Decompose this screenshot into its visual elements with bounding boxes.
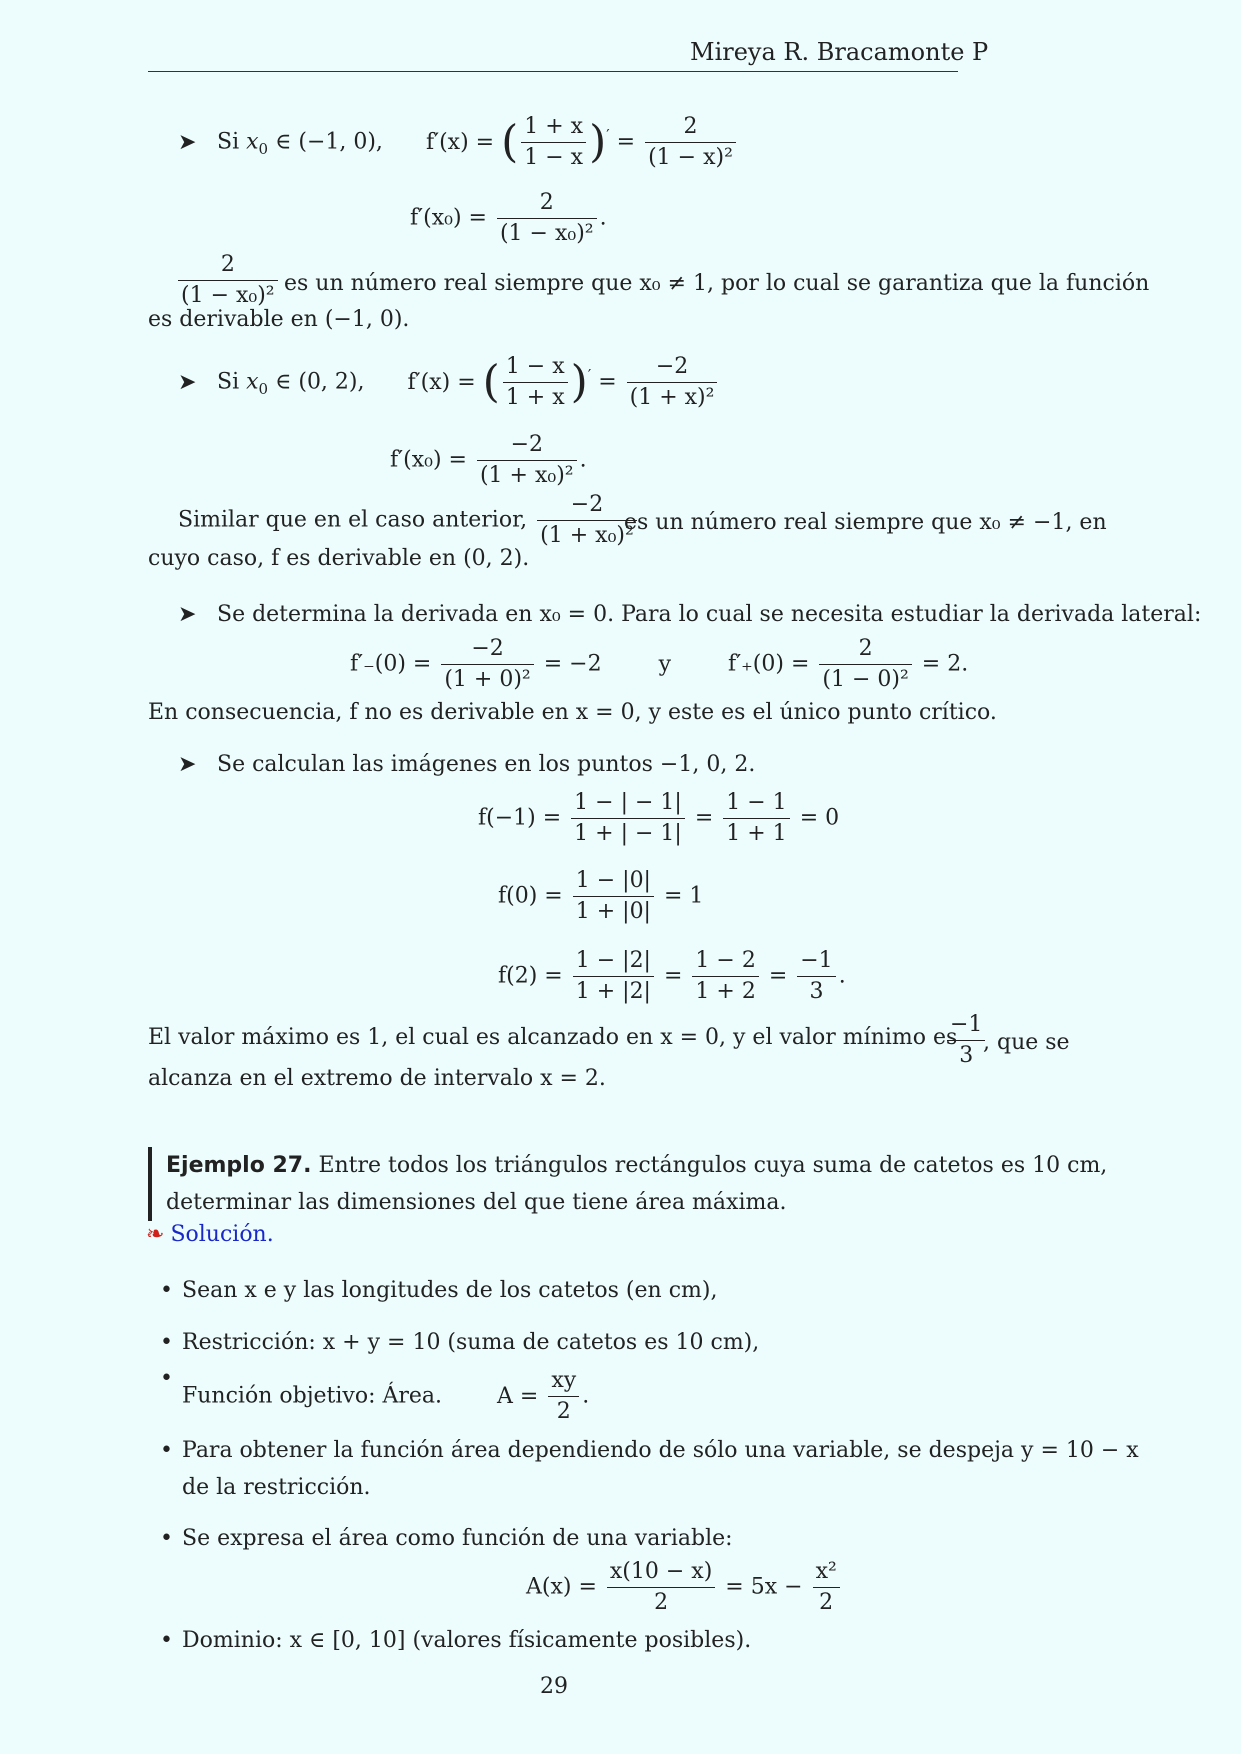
case1-fprime: f′(x) = <box>425 129 495 155</box>
case4-line: ➤ Se calculan las imágenes en los puntos −1, 0, 2. <box>178 752 756 777</box>
case4-row1: f(−1) = $\frac{1 - | - 1|}{1 + | - 1|}$ = $\frac{1 - 1}{1 + 1}$ = 0 <box>478 790 840 846</box>
case2-eval: f′(x₀) = $\frac{-2}{\text{(1 + x₀)²}}$ . <box>390 432 587 488</box>
example-box <box>148 1147 1172 1221</box>
case4-summary-frac: $\frac{-1}{3}$ <box>944 1010 988 1071</box>
header-rule <box>148 71 958 72</box>
case4-row2: f(0) = $\frac{1 - |0|}{1 + |0|}$ = 1 <box>498 868 704 924</box>
area-formula: A(x) = $\frac{x(10 - x)}{2}$ = 5x − $\frac{\text{x²}}{2}$ <box>526 1557 843 1618</box>
list-item: • Dominio: x ∈ [0, 10] (valores físicamente posibles). <box>182 1628 751 1653</box>
case1-cond: ∈ (−1, 0), <box>275 129 383 155</box>
list-item: • Se expresa el área como función de una variable: <box>182 1526 733 1551</box>
case1-lead: Si <box>217 129 240 155</box>
example-text: Entre todos los triángulos rectángulos cuya suma de catetos es 10 cm, determinar las dimensiones del que tiene área máxima. <box>166 1153 1108 1215</box>
case1-frac: $\frac{1 + x}{1 - x}$ <box>521 112 586 173</box>
case2-line: ➤ Si $x_0$ ∈ (0, 2), f′(x) = ( $\frac{1 - x}{1 + x}$ )′ = $\frac{-2}{\text{(1 + x)²}}$ <box>178 352 720 413</box>
arrow-bullet-icon: ➤ <box>178 602 197 627</box>
list-item: • Restricción: x + y = 10 (suma de catetos es 10 cm), <box>182 1330 759 1355</box>
page-number: 29 <box>540 1674 568 1699</box>
header-author: Mireya R. Bracamonte P <box>690 38 989 66</box>
case4-row3: f(2) = $\frac{1 - |2|}{1 + |2|}$ = $\frac{1 - 2}{1 + 2}$ = $\frac{-1}{3}$ . <box>498 948 846 1004</box>
case1-eval: f′(x₀) = $\frac{2}{\text{(1 − x₀)²}}$ . <box>410 190 607 246</box>
case3-line: ➤ Se determina la derivada en x₀ = 0. Para lo cual se necesita estudiar la derivada lateral: <box>178 602 1202 627</box>
arrow-bullet-icon: ➤ <box>178 369 197 395</box>
case4-summary-b: , que se alcanza en el extremo de intervalo x = 2. <box>148 1030 1070 1091</box>
solution-label: ❧ Solución. <box>146 1222 274 1247</box>
case2-text: es un número real siempre que x₀ ≠ −1, en cuyo caso, f es derivable en (0, 2). <box>148 510 1107 571</box>
list-item: • Función objetivo: Área. A = $\frac{xy}{2}$ . <box>182 1366 589 1427</box>
case1-result: $\frac{2}{\text{(1 − x)²}}$ <box>645 112 736 173</box>
case4-summary-a: El valor máximo es 1, el cual es alcanzado en x = 0, y el valor mínimo es <box>148 1025 958 1050</box>
arrow-bullet-icon: ➤ <box>178 752 197 777</box>
case3-conclusion: En consecuencia, f no es derivable en x = 0, y este es el único punto crítico. <box>148 700 997 725</box>
fleuron-icon: ❧ <box>146 1222 165 1247</box>
example-label: Ejemplo 27. <box>166 1153 312 1178</box>
case1-frac-inline: $\frac{2}{\text{(1 − x₀)²}}$ <box>178 250 278 311</box>
list-item: • Sean x e y las longitudes de los catetos (en cm), <box>182 1278 717 1303</box>
case3-derivatives: f′₋(0) = $\frac{-2}{\text{(1 + 0)²}}$ = −2 y f′₊(0) = $\frac{2}{\text{(1 − 0)²}}$ = 2. <box>350 636 969 692</box>
list-item: • Para obtener la función área dependiendo de sólo una variable, se despeja y = 10 − x de la restricción. <box>182 1432 1154 1506</box>
arrow-bullet-icon: ➤ <box>178 129 197 155</box>
case1-text: es un número real siempre que x₀ ≠ 1, por lo cual se garantiza que la función es derivable en (−1, 0). <box>148 271 1150 332</box>
case1-line: ➤ Si $x_0$ ∈ (−1, 0), f′(x) = ( $\frac{1 + x}{1 - x}$ )′ = $\frac{2}{\text{(1 − x)²}}$ <box>178 112 739 173</box>
case2-similar: Similar que en el caso anterior, $\frac{-2}{\text{(1 + x₀)²}}$ <box>178 490 640 551</box>
